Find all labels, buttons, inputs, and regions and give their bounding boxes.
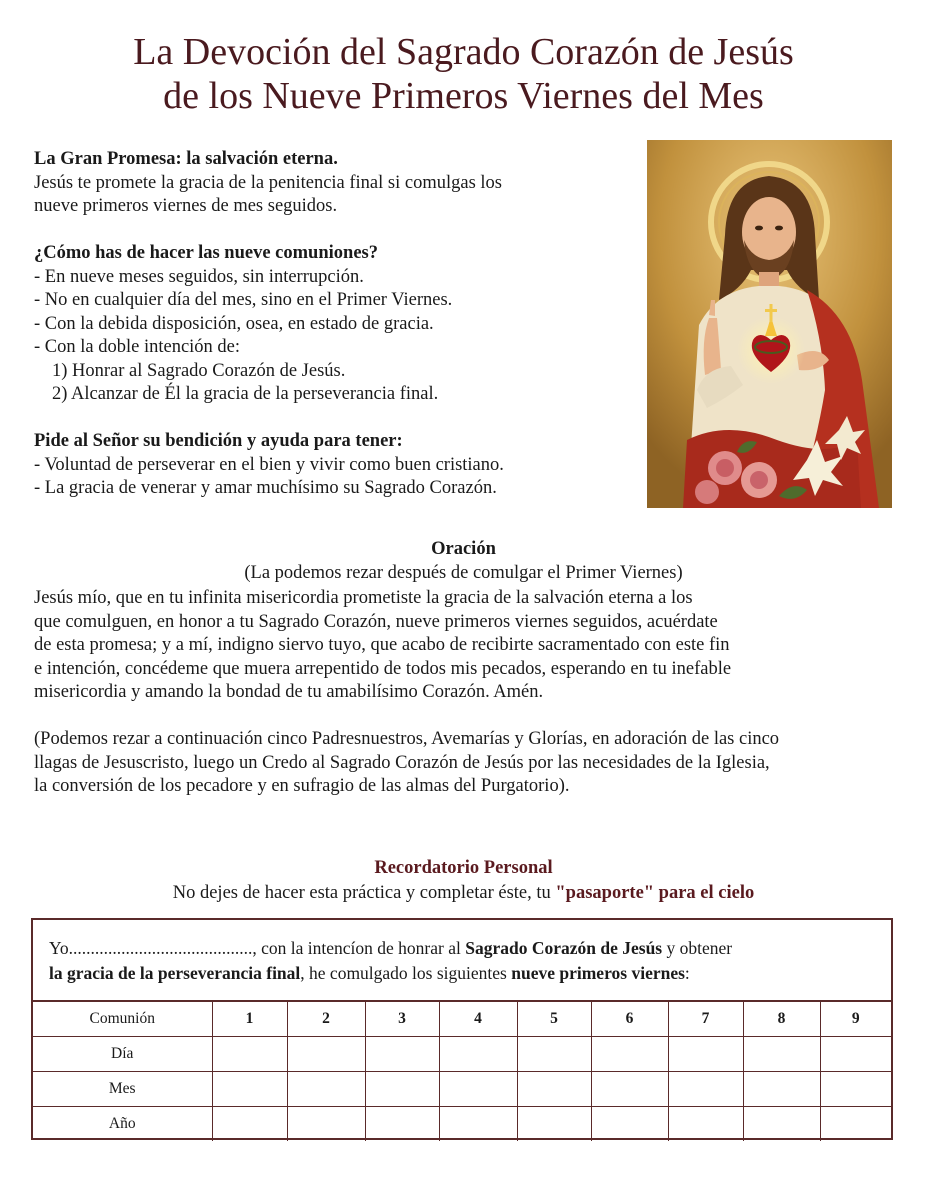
grid-cell[interactable] xyxy=(591,1037,668,1072)
page-title xyxy=(0,30,927,118)
grid-cell[interactable] xyxy=(439,1072,517,1107)
grid-cell[interactable] xyxy=(668,1107,743,1142)
grid-cell[interactable] xyxy=(287,1107,365,1142)
grid-cell[interactable] xyxy=(591,1107,668,1142)
card-text-part: , he comulgado los siguientes xyxy=(300,963,512,983)
communion-record-card xyxy=(31,918,893,1140)
grid-cell[interactable] xyxy=(287,1037,365,1072)
grid-number: 3 xyxy=(365,1001,439,1037)
prayer-note-line: llagas de Jesuscristo, luego un Credo al Sagrado Corazón de Jesús por las necesidades de la Iglesia, xyxy=(34,752,770,773)
grid-cell[interactable] xyxy=(365,1072,439,1107)
promise-line: nueve primeros viernes de mes seguidos. xyxy=(34,196,338,216)
grid-number: 5 xyxy=(517,1001,591,1037)
grid-cell[interactable] xyxy=(439,1107,517,1142)
prayer-text xyxy=(34,587,914,799)
prayer-heading: Oración xyxy=(431,539,496,559)
grid-cell[interactable] xyxy=(212,1037,287,1072)
grid-row-label: Mes xyxy=(33,1072,212,1107)
grid-cell[interactable] xyxy=(517,1072,591,1107)
grid-cell[interactable] xyxy=(212,1107,287,1142)
how-line: - En nueve meses seguidos, sin interrupción. xyxy=(34,266,364,287)
how-line: - Con la doble intención de: xyxy=(34,337,241,357)
how-line: - No en cualquier día del mes, sino en el Primer Viernes. xyxy=(34,290,453,310)
grid-row-month xyxy=(33,1072,891,1107)
grid-number: 9 xyxy=(820,1001,891,1037)
grid-number: 7 xyxy=(668,1001,743,1037)
communion-grid xyxy=(33,1000,891,1141)
how-sub-line: 1) Honrar al Sagrado Corazón de Jesús. xyxy=(52,360,346,381)
prayer-note-line: la conversión de los pecadore y en sufragio de las almas del Purgatorio). xyxy=(34,776,570,796)
prayer-line: que comulguen, en honor a tu Sagrado Corazón, nueve primeros viernes seguidos, acuérdate xyxy=(34,611,718,632)
grid-cell[interactable] xyxy=(365,1107,439,1142)
ask-line: - La gracia de venerar y amar muchísimo su Sagrado Corazón. xyxy=(34,478,497,498)
prayer-note-line: (Podemos rezar a continuación cinco Padresnuestros, Avemarías y Glorías, en adoración de las cinco xyxy=(34,729,780,749)
grid-row-label: Día xyxy=(33,1037,212,1072)
reminder-highlight: "pasaporte" para el cielo xyxy=(555,883,755,903)
grid-cell[interactable] xyxy=(743,1072,820,1107)
prayer-subheading: (La podemos rezar después de comulgar el Primer Viernes) xyxy=(244,562,683,583)
prayer-line: e intención, concédeme que muera arrepentido de todos mis pecados, esperando en tu inefable xyxy=(34,658,732,679)
grid-number: 8 xyxy=(743,1001,820,1037)
grid-cell[interactable] xyxy=(212,1072,287,1107)
ask-heading: Pide al Señor su bendición y ayuda para tener: xyxy=(34,431,403,451)
grid-cell[interactable] xyxy=(743,1037,820,1072)
grid-cell[interactable] xyxy=(287,1072,365,1107)
grid-cell[interactable] xyxy=(668,1037,743,1072)
grid-cell[interactable] xyxy=(820,1072,891,1107)
instructions-column xyxy=(34,148,634,501)
grid-header-label: Comunión xyxy=(33,1001,212,1037)
grid-header-row xyxy=(33,1001,891,1037)
how-sub-line: 2) Alcanzar de Él la gracia de la perseverancia final. xyxy=(52,384,439,404)
grid-cell[interactable] xyxy=(820,1037,891,1072)
card-text-bold: Sagrado Corazón de Jesús xyxy=(465,938,663,958)
promise-heading: La Gran Promesa: la salvación eterna. xyxy=(34,149,338,169)
prayer-line: Jesús mío, que en tu infinita misericordia prometiste la gracia de la salvación eterna a los xyxy=(34,588,693,608)
grid-number: 6 xyxy=(591,1001,668,1037)
reminder-section xyxy=(0,856,927,906)
grid-row-day xyxy=(33,1037,891,1072)
grid-cell[interactable] xyxy=(820,1107,891,1142)
card-text-part: : xyxy=(684,963,690,983)
grid-cell[interactable] xyxy=(743,1107,820,1142)
grid-number: 1 xyxy=(212,1001,287,1037)
grid-cell[interactable] xyxy=(668,1072,743,1107)
grid-cell[interactable] xyxy=(439,1037,517,1072)
grid-number: 4 xyxy=(439,1001,517,1037)
prayer-line: de esta promesa; y a mí, indigno siervo tuyo, que acabo de recibirte sacramentado con este fin xyxy=(34,635,730,655)
promise-line: Jesús te promete la gracia de la penitencia final si comulgas los xyxy=(34,172,502,193)
card-text-part: y obtener xyxy=(662,938,733,958)
ask-line: - Voluntad de perseverar en el bien y vivir como buen cristiano. xyxy=(34,454,504,475)
card-text-part: Yo.........................................., con la intencíon de honrar al xyxy=(49,938,466,958)
grid-row-year xyxy=(33,1107,891,1142)
prayer-header xyxy=(0,538,927,585)
card-text-bold: nueve primeros viernes xyxy=(511,963,685,983)
reminder-text-main: No dejes de hacer esta práctica y completar éste, tu xyxy=(172,883,556,903)
grid-cell[interactable] xyxy=(591,1072,668,1107)
card-statement xyxy=(49,936,889,986)
reminder-text xyxy=(0,881,927,906)
card-text-bold: la gracia de la perseverancia final xyxy=(49,963,301,983)
grid-number: 2 xyxy=(287,1001,365,1037)
sacred-heart-portrait xyxy=(647,140,892,508)
prayer-line: misericordia y amando la bondad de tu amabilísimo Corazón. Amén. xyxy=(34,682,544,702)
title-line-1: La Devoción del Sagrado Corazón de Jesús xyxy=(133,31,794,73)
reminder-heading: Recordatorio Personal xyxy=(374,858,553,878)
grid-cell[interactable] xyxy=(365,1037,439,1072)
grid-row-label: Año xyxy=(33,1107,212,1142)
grid-cell[interactable] xyxy=(517,1037,591,1072)
title-line-2: de los Nueve Primeros Viernes del Mes xyxy=(163,75,764,117)
how-heading: ¿Cómo has de hacer las nueve comuniones? xyxy=(34,243,378,263)
how-line: - Con la debida disposición, osea, en estado de gracia. xyxy=(34,313,434,334)
grid-cell[interactable] xyxy=(517,1107,591,1142)
